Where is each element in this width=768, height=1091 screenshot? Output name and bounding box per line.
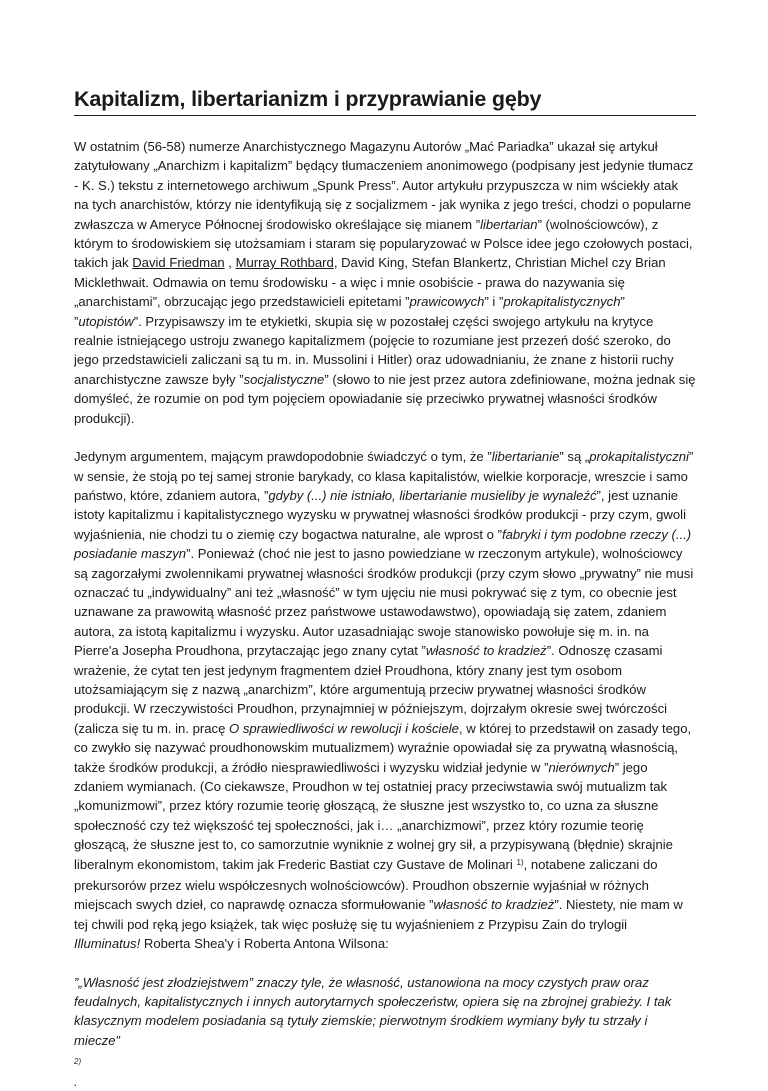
text: ” jego zdaniem wymianach. (Co ciekawsze, Proudhon w tej ostatniej pracy przeciwstawia swój mutualizm tak „komunizmowi”, przez który rozumie teorię głoszącą, że słuszne jest wszystko to, co uzna za słuszne społeczność czy też większość tej społeczności, jak i… „anarchizmowi”, przez który rozumie teorię głoszącą, że słuszne jest to, co samorzutnie wyniknie z wolnej gry sił, a przypisywaną (błędnie) skrajnie liberalnym ekonomistom, takim jak Frederic Bastiat czy Gustave de Molinari xyxy=(74,759,673,872)
italic-quote: fabryki i tym podobne rzeczy (...) posiadanie maszyn xyxy=(74,526,692,562)
italic-term: libertarian xyxy=(480,216,538,232)
footnote-ref-2[interactable]: 2) xyxy=(74,1057,82,1067)
italic-book-title: Illuminatus! xyxy=(74,936,141,952)
text: ” (wolnościowców), z którym to środowiskiem się utożsamiam i staram się popularyzować w Polsce idee jego czołowych postaci, takich jak xyxy=(74,216,693,271)
paragraph-1 xyxy=(74,137,696,428)
article-title: Kapitalizm, libertarianizm i przyprawianie gęby xyxy=(74,86,696,116)
text: . xyxy=(74,1073,78,1089)
italic-term: prokapitalistyczni xyxy=(589,449,689,465)
text: ” (słowo to nie jest przez autora zdefiniowane, można jednak się domyśleć, że rozumie on pod tym pojęciem opowiadanie się przeciwko prywatnej własności środków produkcji). xyxy=(74,371,696,426)
paragraph-2 xyxy=(74,447,696,954)
italic-term: prokapitalistycznych xyxy=(503,294,621,310)
footnote-ref-1[interactable]: 1) xyxy=(516,857,524,867)
text: ”. Odnoszę czasami wrażenie, że cytat ten jest jedynym fragmentem dzieł Proudhona, który znany jest tym osobom utożsamiającym się z nazwą „anarchizm”, które argumentują przeciw prywatnej własności środków produkcji. W rzeczywistości Proudhon, przynajmniej w późniejszym, dojrzałym okresie swej twórczości (zalicza się tu m. in. pracę xyxy=(74,643,668,736)
italic-term: prawicowych xyxy=(409,294,485,310)
italic-quote: gdyby (...) nie istniało, libertarianie musieliby je wynaleźć xyxy=(268,487,597,503)
quote-text: ”„Własność jest złodziejstwem” znaczy tyle, że własność, ustanowiona na mocy czystych praw oraz feudalnych, kapitalistycznych i innych autorytarnych społeczeństw, opiera się na zbrojnej grabieży. I tak klasycznym modelem posiadania są tytuły ziemskie; pierwotnym środkiem wymiany były tu strzały i miecze” xyxy=(74,974,672,1048)
italic-term: libertarianie xyxy=(491,449,560,465)
text: ”. Przypisawszy im te etykietki, skupia się w pozostałej części swojego artykułu na krytyce realnie istniejącego ustroju zwanego kapitalizmem (pojęcie to rozumiane jest przezeń dość szeroko, do jego przedstawicieli zaliczani są tu m. in. Mussolini i Hitler) oraz udowadnianiu, że znane z historii ruchy anarchistyczne zawsze były ” xyxy=(74,313,674,387)
italic-quote: własność to kradzież xyxy=(425,643,547,659)
italic-book-title: O sprawiedliwości w rewolucji i kościele xyxy=(229,720,459,736)
text: ” i ” xyxy=(484,294,504,310)
link-murray-rothbard[interactable]: Murray Rothbard xyxy=(235,255,334,271)
block-quote xyxy=(74,973,696,1091)
text: ” ” xyxy=(74,294,625,329)
link-david-friedman[interactable]: David Friedman xyxy=(132,255,225,271)
text: ”. Niestety, nie mam w tej chwili pod ręką jego książek, tak więc posłużę się tu wyjaśnieniem z Przypisu Zain do trylogii xyxy=(74,897,683,932)
text: ”. Ponieważ (choć nie jest to jasno powiedziane w rzeczonym artykule), wolnościowcy są zagorzałymi zwolennikami prywatnej własności środków produkcji (przy czym słowo „prywatny” nie musi oznaczać tu „indywidualny” ani też „własność” w tym ujęciu nie musi pokrywać się z tym, co obecnie jest uznawane za prawowitą własność przez państwowe ustawodawstwo), opowiadają się zatem, zdaniem autora, za istotą kapitalizmu i wyzysku. Autor uzasadniając swoje stanowisko powołuje się m. in. na Pierre'a Josepha Proudhona, przytaczając jego znany cytat ” xyxy=(74,546,694,659)
italic-term: socjalistyczne xyxy=(243,371,325,387)
italic-quote: własność to kradzież xyxy=(433,897,555,913)
article xyxy=(74,86,696,1091)
text: , w której to przedstawił on zasady tego, co zwykło się nazywać proudhonowskim mutualizmem) wyraźnie opowiadał się za prywatną własnością, także środków produkcji, a źródło niesprawiedliwości i wyzysku widział jedynie w ” xyxy=(74,720,692,775)
text: Jedynym argumentem, mającym prawdopodobnie świadczyć o tym, że ” xyxy=(74,449,492,465)
text: ” są „ xyxy=(559,449,590,465)
text: ”, jest uznanie istoty kapitalizmu i kapitalistycznego wyzysku w prywatnej własności środków produkcji - przy czym, gwoli wyjaśnienia, nie chodzi tu o ziemię czy bogactwa naturalne, ale wprost o ” xyxy=(74,487,686,542)
text: W ostatnim (56-58) numerze Anarchistycznego Magazynu Autorów „Mać Pariadka” ukazał się artykuł zatytułowany „Anarchizm i kapitalizm” będący tłumaczeniem anonimowego (podpisany jest jedynie tłumacz - K. S.) tekstu z internetowego archiwum „Spunk Press”. Autor artykułu przypuszcza w nim wściekły atak na tych anarchistów, którzy nie identyfikują się z socjalizmem - jak wynika z jego treści, chodzi o popularne zwłaszcza w Ameryce Północnej środowisko określające się mianem ” xyxy=(74,139,694,232)
text: Roberta Shea'y i Roberta Antona Wilsona: xyxy=(140,936,389,952)
italic-term: utopistów xyxy=(78,313,134,329)
text: , David King, Stefan Blankertz, Christian Michel czy Brian Micklethwait. Odmawia on temu środowisku - a więc i mnie osobiście - prawa do nazywania się „anarchistami”, obrzucając jego przedstawicieli epitetami ” xyxy=(74,255,666,310)
text: , notabene zaliczani do prekursorów przez wielu współczesnych wolnościowców). Proudhon obszernie wyjaśniał w różnych miejscach swych dzieł, co naprawdę oznacza sformułowanie ” xyxy=(74,856,658,913)
text: , xyxy=(224,255,236,271)
italic-term: nierównych xyxy=(548,759,615,775)
text: ” w sensie, że stoją po tej samej stronie barykady, co klasa kapitalistów, wielkie korporacje, wreszcie i samo państwo, które, zdaniem autora, ” xyxy=(74,449,694,503)
